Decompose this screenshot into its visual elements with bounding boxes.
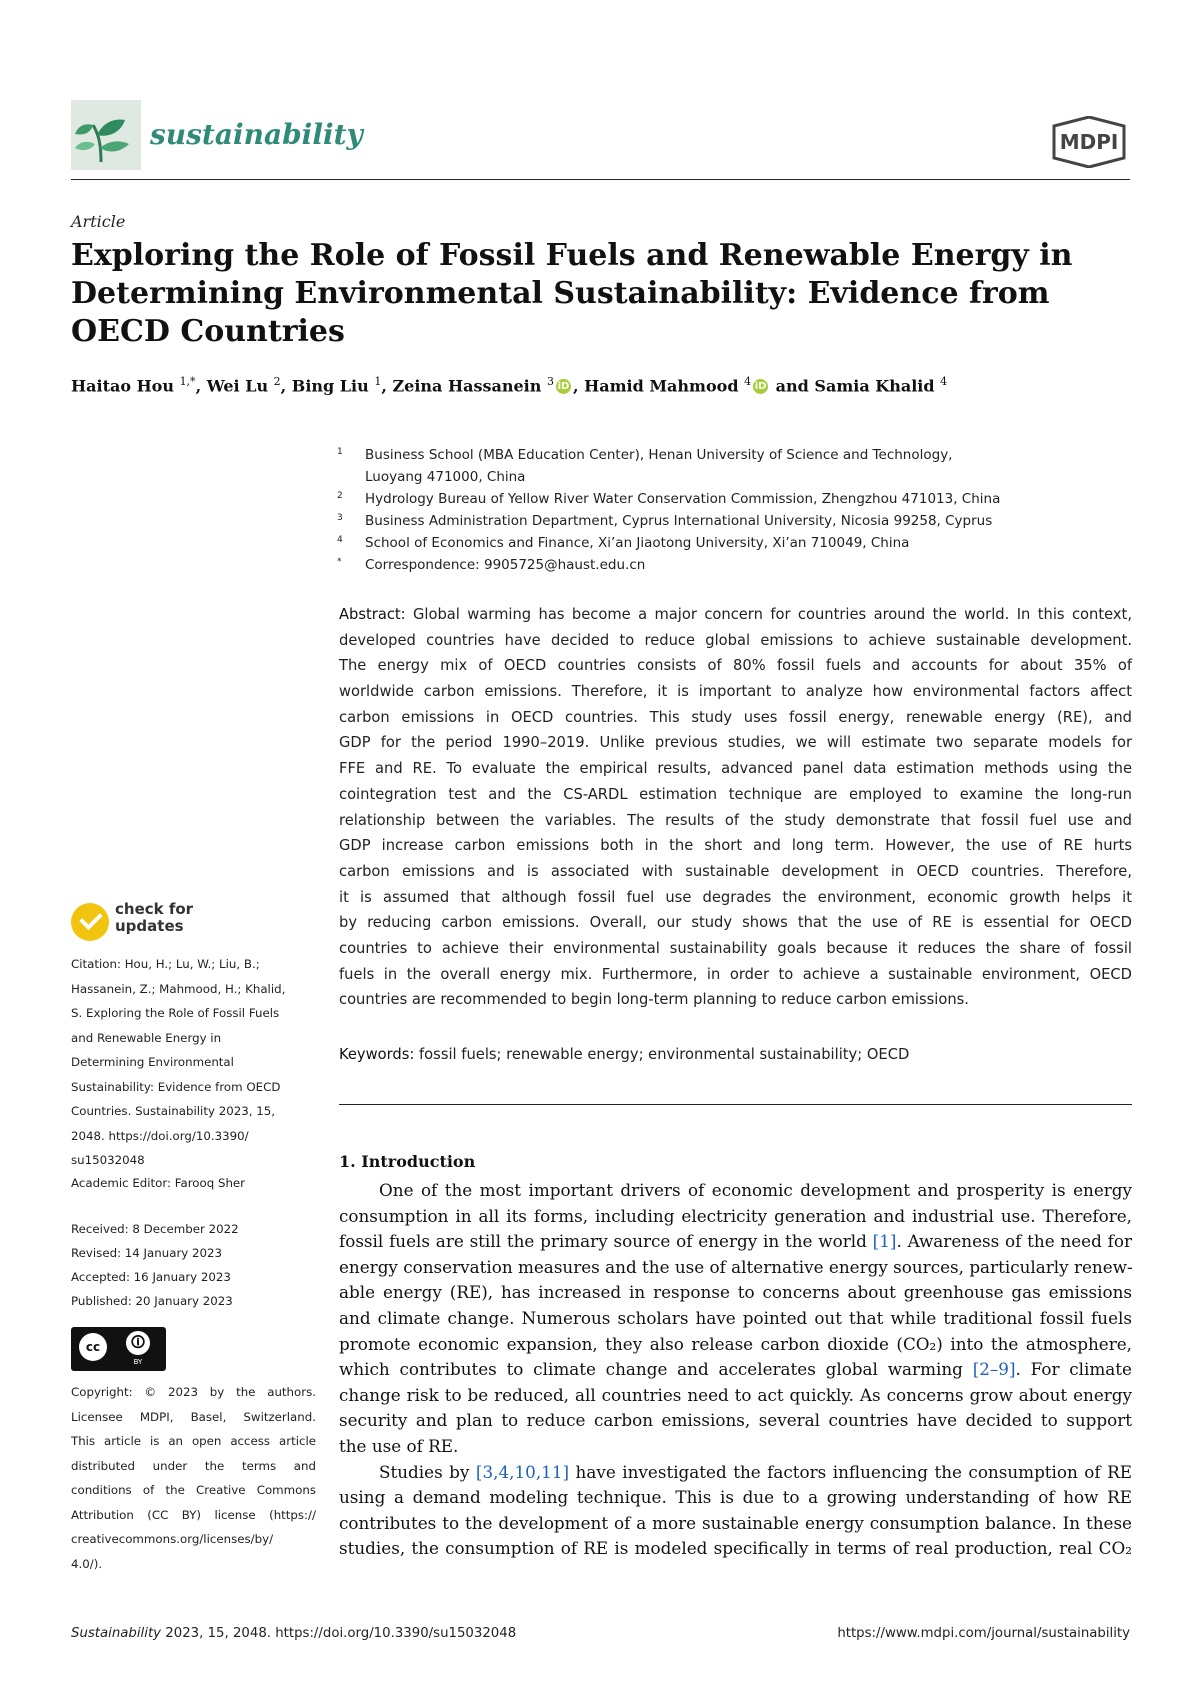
intro-line: contributes to the development of a more sustainable energy consumption balance. In these [339,1512,1132,1533]
academic-editor: Academic Editor: Farooq Sher [71,1176,246,1190]
publication-dates [71,1217,239,1313]
author-affiliation-mark: 3 [546,375,554,388]
abstract-text: it is assumed that although fossil fuel use degrades the environment, economic growth helps it [339,888,1132,906]
orcid-icon[interactable]: iD [754,381,767,393]
accepted-date: Accepted: 16 January 2023 [71,1270,231,1284]
intro-line: energy conservation measures and the use of alternative energy sources, particularly renew- [339,1256,1133,1277]
author-affiliation-mark: 4 [940,375,948,388]
abstract-text: fuels in the overall energy mix. Furthermore, in order to achieve a sustainable environment, OECD [339,965,1132,983]
section-divider [339,1104,1132,1105]
abstract-text: carbon emissions and is associated with sustainable development in OECD countries. Therefore, [339,862,1132,880]
reference-link[interactable]: [1] [872,1231,897,1252]
abstract-label: Abstract: [339,606,406,623]
author-name: Samia Khalid [814,376,935,396]
intro-line: security and plan to reduce carbon emissions, several countries have decided to support [339,1410,1132,1431]
journal-name: sustainability [150,118,363,151]
abstract-line [339,705,1132,731]
intro-line: the use of RE. [339,1435,459,1456]
intro-line: One of the most important drivers of economic development and prosperity is energy [379,1180,1132,1200]
copyright-line: Copyright: © 2023 by the authors. [71,1385,316,1399]
introduction-body [339,1178,1132,1562]
keywords [339,1046,909,1063]
revised-date: Revised: 14 January 2023 [71,1246,223,1260]
affiliation-text: Luoyang 471000, China [365,469,526,485]
abstract-text: by reducing carbon emissions. Overall, our study shows that the use of RE is essential for OECD [339,914,1132,932]
citation-line: S. Exploring the Role of Fossil Fuels [71,1006,280,1020]
citation-block [71,952,316,1173]
author-name: Bing Liu [291,376,369,396]
abstract-text: developed countries have decided to reduce global emissions to achieve sustainable development. [339,631,1132,649]
affiliation-number: 1 [337,447,343,457]
affiliation-text: Business School (MBA Education Center), Henan University of Science and Technology, [365,447,953,463]
affiliation-number: 2 [337,491,343,501]
published-date: Published: 20 January 2023 [71,1294,233,1308]
checkmark-icon [71,903,109,941]
affiliation-text: Business Administration Department, Cyprus International University, Nicosia 99258, Cyprus [365,513,993,529]
author-list: Haitao Hou $^{1,*}$, Wei Lu $^2$, Bing Liu $^1$, Zeina Hassanein $^3$ iD , Hamid Mahmood $^4$ iD and Samia Khalid $^4$ [71,375,948,396]
copyright-line: creativecommons.org/licenses/by/ [71,1532,274,1546]
abstract-text: The energy mix of OECD countries consists of 80% fossil fuels and accounts for about 35% of [339,657,1132,675]
intro-line: change risk to be reduced, all countries need to act quickly. As concerns grow about energy [339,1384,1132,1405]
keywords-label: Keywords: [339,1046,415,1063]
affiliation-number: 4 [337,535,343,545]
attribution-person-icon: 🛈 [126,1331,150,1355]
copyright-line: Licensee MDPI, Basel, Switzerland. [71,1409,316,1424]
section-heading: 1. Introduction [339,1152,476,1171]
citation-line: Hassanein, Z.; Mahmood, H.; Khalid, [71,981,286,996]
abstract-text: cointegration test and the CS-ARDL estimation technique are employed to examine the long-run [339,785,1132,803]
cc-by-license-badge[interactable] [71,1327,166,1371]
abstract-text: GDP for the period 1990–2019. Unlike previous studies, we will estimate two separate models for [339,734,1132,752]
header-divider [71,179,1130,180]
intro-line: Studies by [3,4,10,11] have investigated the factors influencing the consumption of RE [379,1461,1132,1482]
abstract-line [339,859,1132,885]
affiliation-item [333,488,1123,510]
citation-line: su15032048 [71,1153,145,1167]
intro-line: able energy (RE), has increased in response to concerns about greenhouse gas emissions [339,1282,1132,1303]
abstract-line [339,910,1132,936]
copyright-line: Attribution (CC BY) license (https:// [71,1507,316,1522]
citation-line: Countries. Sustainability 2023, 15, [71,1104,275,1118]
abstract-text: worldwide carbon emissions. Therefore, it is important to analyze how environmental factors affect [339,683,1132,701]
abstract-line [339,833,1132,859]
author-affiliation-mark: 1 [374,375,382,388]
crossmark-line: updates [115,917,184,935]
copyright-line: 4.0/). [71,1556,103,1571]
intro-line: which contributes to climate change and accelerates global warming [2–9]. For climate [339,1359,1132,1380]
svg-text:MDPI: MDPI [1059,130,1119,154]
intro-line: promote economic expansion, they also release carbon dioxide (CO₂) into the atmosphere, [339,1333,1132,1354]
check-for-updates-badge[interactable] [71,899,241,944]
abstract [339,602,1132,1013]
affiliation-text: School of Economics and Finance, Xi’an Jiaotong University, Xi’an 710049, China [365,535,910,551]
copyright-block [71,1380,316,1576]
abstract-line [339,756,1132,782]
reference-link[interactable]: [2–9] [972,1359,1016,1380]
author-name: Zeina Hassanein [392,376,542,396]
affiliation-number: 3 [337,513,343,523]
footer-journal-name: Sustainability [71,1626,162,1641]
mdpi-logo [1048,116,1130,168]
leaf-icon [71,100,141,170]
author-affiliation-mark: 1,* [179,375,196,388]
abstract-text: relationship between the variables. The results of the study demonstrate that fossil fuel use and [339,811,1132,829]
keywords-text: fossil fuels; renewable energy; environmental sustainability; OECD [419,1046,910,1063]
author-affiliation-mark: 2 [273,375,281,388]
crossmark-line: check for [115,900,194,918]
abstract-text: carbon emissions in OECD countries. This study uses fossil energy, renewable energy (RE), and [339,708,1132,726]
abstract-text: GDP increase carbon emissions both in the short and long term. However, the use of RE hurts [339,837,1132,855]
intro-line: fossil fuels are still the primary source of energy in the world [1]. Awareness of the need for [339,1231,1132,1252]
abstract-line [339,628,1132,654]
author-affiliation-mark: 4 [744,375,752,388]
received-date: Received: 8 December 2022 [71,1222,239,1236]
affiliations [333,444,1123,576]
orcid-icon[interactable]: iD [557,381,570,393]
affiliation-text: Correspondence: 9905725@haust.edu.cn [365,557,646,573]
copyright-line: This article is an open access article [71,1434,316,1448]
footer-citation: Sustainability 2023, 15, 2048. https://doi.org/10.3390/su15032048 [71,1626,517,1641]
abstract-line [339,936,1132,962]
journal-logo [71,100,141,170]
citation-line: 2048. https://doi.org/10.3390/ [71,1128,249,1143]
by-label: BY [133,1358,143,1366]
abstract-line [339,808,1132,834]
article-type: Article [71,212,126,231]
article-title: Exploring the Role of Fossil Fuels and Renewable Energy in Determining Environmental Sustainability: Evidence from OECD Countries [71,238,1073,349]
affiliation-item [333,510,1123,532]
intro-line: using a demand modeling technique. This is due to a growing understanding of how RE [339,1487,1132,1508]
abstract-line [339,782,1132,808]
abstract-text: countries are recommended to begin long-term planning to reduce carbon emissions. [339,991,969,1009]
abstract-line [339,987,1132,1013]
intro-line: studies, the consumption of RE is modeled specifically in terms of real production, real CO₂ [339,1538,1132,1559]
affiliation-number: * [337,557,342,567]
citation-line: Citation: Hou, H.; Lu, W.; Liu, B.; [71,957,260,971]
abstract-line [339,962,1132,988]
abstract-line [339,602,1132,628]
cc-icon: cc [79,1333,107,1361]
abstract-text: countries to achieve their environmental sustainability goals because it reduces the share of fossil [339,939,1132,957]
citation-line: Determining Environmental [71,1055,234,1069]
abstract-line [339,679,1132,705]
copyright-line: conditions of the Creative Commons [71,1483,316,1497]
abstract-line [339,730,1132,756]
abstract-text: FFE and RE. To evaluate the empirical results, advanced panel data estimation methods using the [339,760,1132,778]
affiliation-item [333,444,1123,488]
citation-line: Sustainability: Evidence from OECD [71,1079,281,1094]
abstract-text: Global warming has become a major concern for countries around the world. In this context, [413,606,1132,623]
copyright-line: distributed under the terms and [71,1458,316,1473]
abstract-line [339,653,1132,679]
footer-journal-link[interactable]: https://www.mdpi.com/journal/sustainability [837,1626,1130,1641]
affiliation-item [333,554,1123,576]
abstract-line [339,885,1132,911]
citation-line: and Renewable Energy in [71,1030,222,1045]
reference-link[interactable]: [3,4,10,11] [475,1461,570,1482]
intro-line: and climate change. Numerous scholars have pointed out that while traditional fossil fuels [339,1307,1132,1328]
author-name: Hamid Mahmood [584,376,739,396]
author-name: Wei Lu [206,376,269,396]
affiliation-item [333,532,1123,554]
intro-line: consumption in all its forms, including electricity generation and industrial use. Therefore, [339,1205,1132,1226]
affiliation-text: Hydrology Bureau of Yellow River Water Conservation Commission, Zhengzhou 471013, China [365,491,1001,507]
author-name: Haitao Hou [71,376,174,396]
